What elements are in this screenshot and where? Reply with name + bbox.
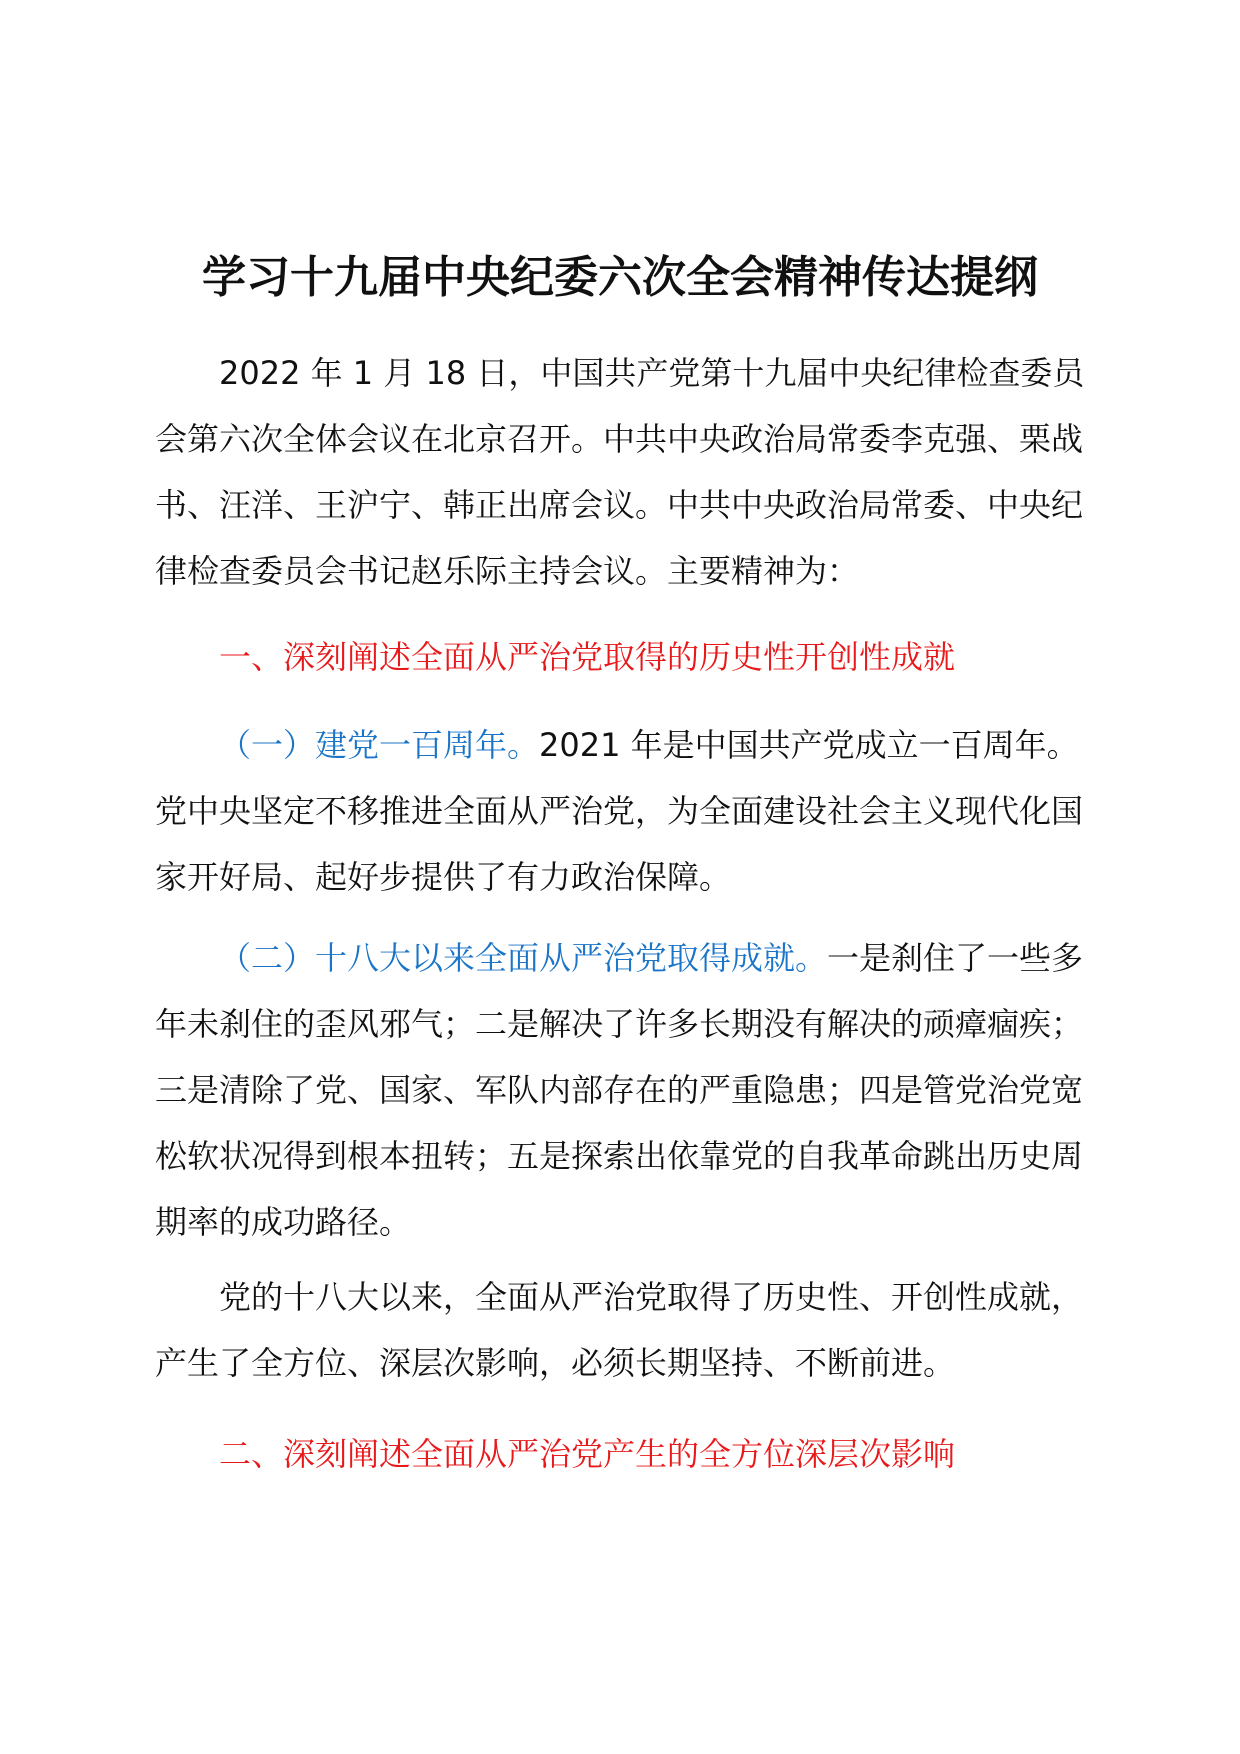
conclusion-paragraph: 党的十八大以来，全面从严治党取得了历史性、开创性成就，产生了全方位、深层次影响，必须长期坚持、不断前进。 [155, 1278, 1084, 1382]
section-heading-2: 二、深刻阐述全面从严治党产生的全方位深层次影响 [219, 1435, 956, 1473]
subsection-paragraph-1 [155, 712, 1095, 910]
intro-paragraph: 2022 年 1 月 18 日，中国共产党第十九届中央纪律检查委员会第六次全体会议在北京召开。中共中央政治局常委李克强、栗战书、汪洋、王沪宁、韩正出席会议。中共中央政治局常委、中央纪律检查委员会书记赵乐际主持会议。主要精神为： [155, 354, 1085, 590]
subsection-text-2: 一是刹住了一些多年未刹住的歪风邪气；二是解决了许多长期没有解决的顽瘴痼疾；三是清除了党、国家、军队内部存在的严重隐患；四是管党治党宽松软状况得到根本扭转；五是探索出依靠党的自我革命跳出历史周期率的成功路径。 [155, 939, 1084, 1241]
document-title: 学习十九届中央纪委六次全会精神传达提纲 [202, 252, 1038, 303]
subsection-heading-1: （一）建党一百周年。 [219, 726, 540, 764]
subsection-paragraph-2 [155, 925, 1095, 1255]
section-heading-1: 一、深刻阐述全面从严治党取得的历史性开创性成就 [219, 638, 956, 676]
subsection-text-1: 2021 年是中国共产党成立一百周年。党中央坚定不移推进全面从严治党，为全面建设社会主义现代化国家开好局、起好步提供了有力政治保障。 [155, 726, 1084, 896]
subsection-heading-2: （二）十八大以来全面从严治党取得成就。 [219, 939, 828, 977]
